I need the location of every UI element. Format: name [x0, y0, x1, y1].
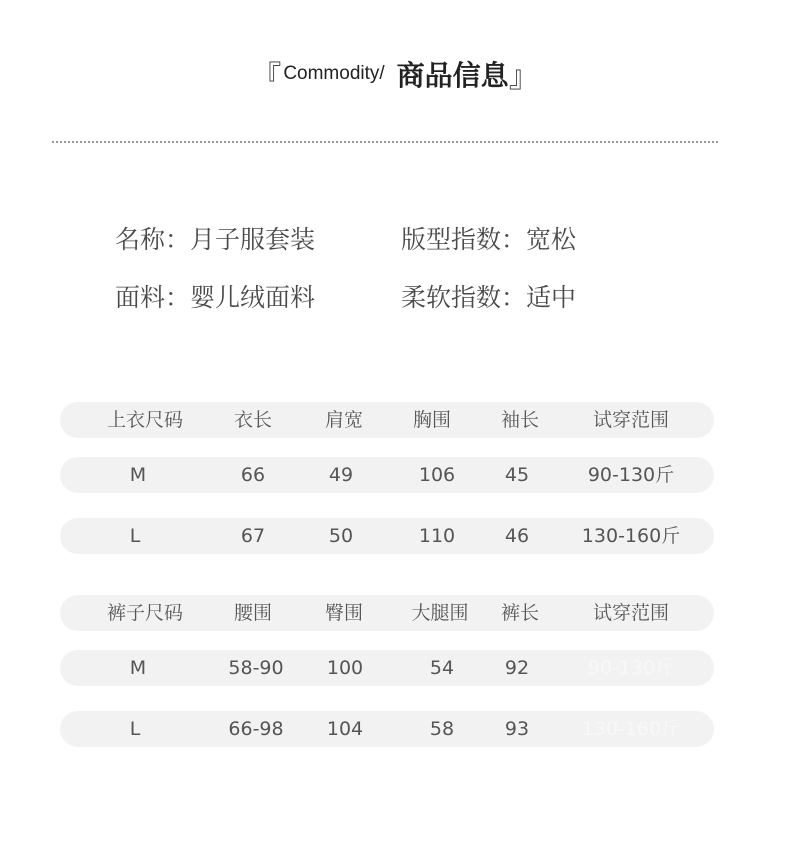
top-header-length: 衣长: [233, 409, 273, 431]
pants-header-size: 裤子尺码: [106, 602, 184, 624]
pants-table-header-row: [60, 595, 714, 631]
table-cell: 90-130斤: [587, 464, 675, 486]
top-header-sleeve: 袖长: [500, 409, 540, 431]
info-name-value: 月子服套装: [190, 225, 316, 254]
pants-header-waist: 腰围: [233, 602, 273, 624]
table-cell: 66-98: [228, 718, 284, 740]
top-table-header-row: [60, 402, 714, 438]
table-cell: 66: [240, 464, 266, 486]
section-title: [0, 52, 790, 96]
table-cell: 54: [429, 657, 455, 679]
table-cell: L: [129, 718, 141, 740]
table-cell: 92: [504, 657, 530, 679]
info-fit: [401, 220, 576, 256]
table-cell: 49: [328, 464, 354, 486]
info-fabric-label: 面料：: [115, 283, 191, 312]
info-name-label: 名称：: [115, 225, 191, 254]
top-header-shoulder: 肩宽: [324, 409, 364, 431]
table-cell: 67: [240, 525, 266, 547]
info-fit-value: 宽松: [526, 225, 577, 254]
table-cell: L: [129, 525, 141, 547]
title-chinese: 商品信息: [396, 59, 509, 92]
table-cell: 100: [326, 657, 364, 679]
info-fabric-value: 婴儿绒面料: [190, 283, 316, 312]
title-bracket-open: 『: [251, 60, 282, 95]
pants-header-range: 试穿范围: [592, 602, 670, 624]
table-cell: 46: [504, 525, 530, 547]
info-name: [115, 220, 315, 256]
table-cell: 104: [326, 718, 364, 740]
table-cell: 45: [504, 464, 530, 486]
table-cell: 50: [328, 525, 354, 547]
pants-table-row-m: [60, 650, 714, 686]
table-cell: 130-160斤: [581, 525, 681, 547]
info-fit-label: 版型指数：: [401, 225, 527, 254]
top-header-range: 试穿范围: [592, 409, 670, 431]
table-cell: 93: [504, 718, 530, 740]
pants-header-length: 裤长: [500, 602, 540, 624]
table-cell: 106: [418, 464, 456, 486]
table-cell: 90-130斤: [587, 657, 675, 679]
table-cell: 130-160斤: [581, 718, 681, 740]
info-fabric: [115, 278, 315, 314]
table-cell: 110: [418, 525, 456, 547]
info-softness: [401, 278, 576, 314]
title-bracket-close: 』: [508, 60, 539, 95]
table-cell: M: [129, 657, 147, 679]
top-table-row-m: [60, 457, 714, 493]
pants-header-thigh: 大腿围: [411, 602, 469, 624]
info-softness-value: 适中: [526, 283, 577, 312]
top-header-chest: 胸围: [412, 409, 452, 431]
dotted-divider: [52, 141, 718, 143]
table-cell: 58-90: [228, 657, 284, 679]
table-cell: 58: [429, 718, 455, 740]
pants-header-hip: 臀围: [324, 602, 364, 624]
pants-table-row-l: [60, 711, 714, 747]
top-header-size: 上衣尺码: [106, 409, 184, 431]
title-english: Commodity/: [283, 63, 385, 84]
info-softness-label: 柔软指数：: [401, 283, 527, 312]
table-cell: M: [129, 464, 147, 486]
top-table-row-l: [60, 518, 714, 554]
